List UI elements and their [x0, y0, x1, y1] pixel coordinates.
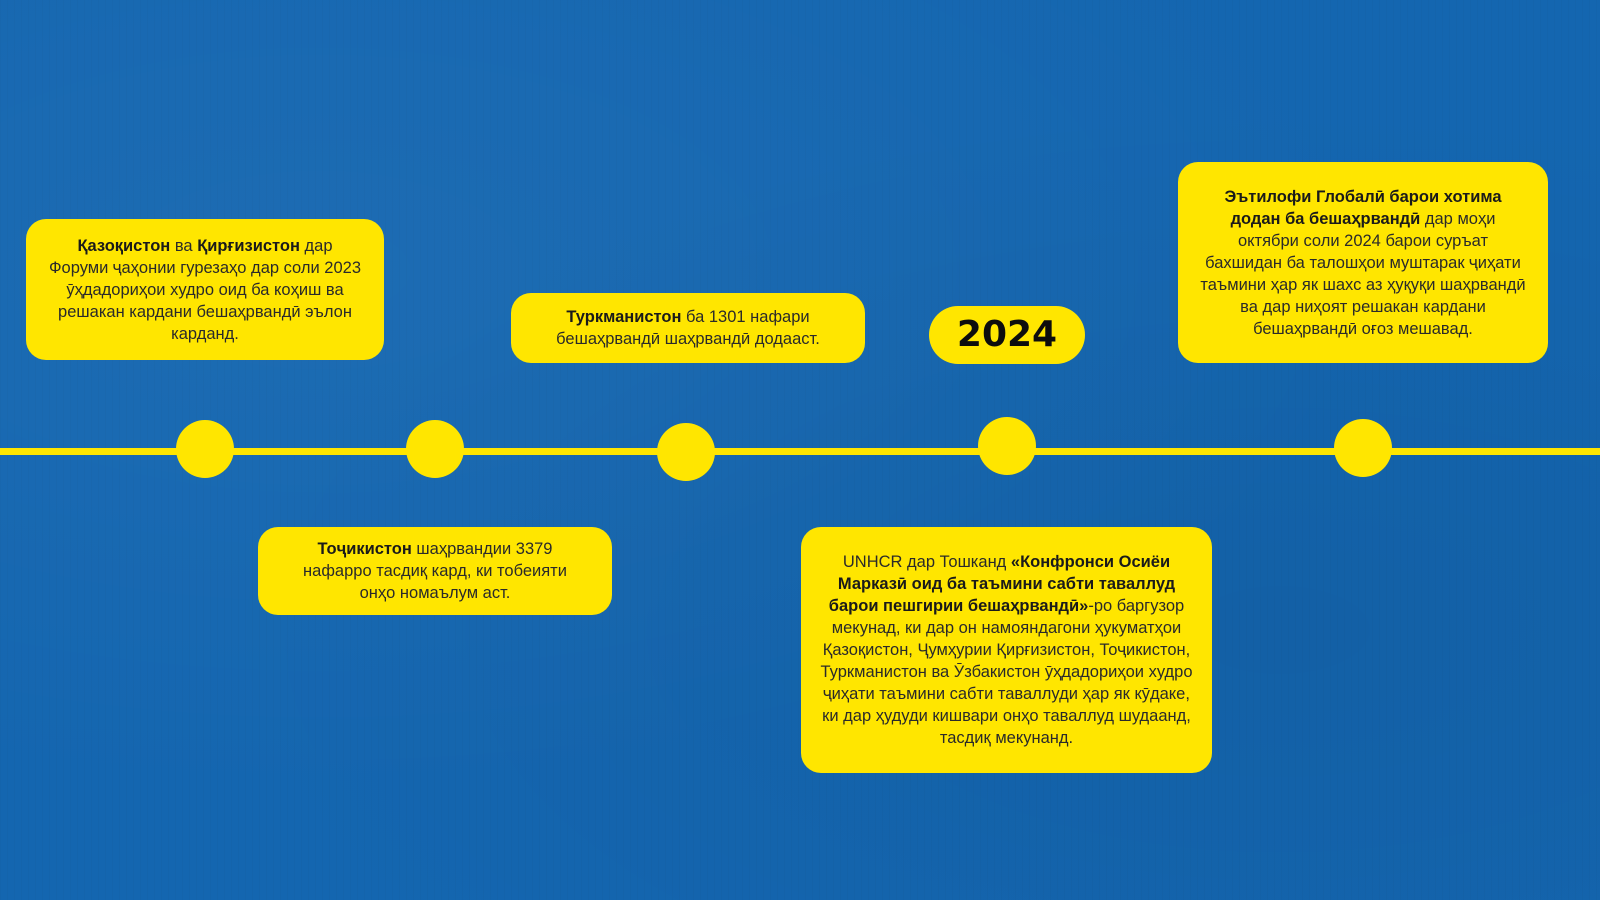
timeline-node-4: [978, 417, 1036, 475]
card-unhcr-text: [819, 551, 1194, 749]
card-turkmenistan-text: [533, 306, 843, 350]
global-alliance-bold: Эътилофи Глобалӣ барои хотима додан ба бешаҳрвандӣ: [1224, 187, 1502, 228]
timeline-node-5: [1334, 419, 1392, 477]
unhcr-conference-title: «Конфронси Осиёи Марказӣ оид ба таъмини сабти таваллуд барои пешгирии бешаҳрвандӣ»: [828, 553, 1176, 615]
card-tajikistan: [258, 527, 612, 615]
timeline-node-3: [657, 423, 715, 481]
global-alliance-body: дар моҳи октябри соли 2024 барои суръат бахшидан ба талошҳои муштарак ҷиҳати таъмини ҳар як шахс аз ҳуқуқи шаҳрвандӣ ва дар ниҳоят решакан кардани бешаҳрвандӣ оғоз мешавад.: [1200, 209, 1526, 338]
card-kazakhstan-kyrgyzstan: [26, 219, 384, 360]
card-tajikistan-text: [284, 538, 586, 604]
card-global-alliance-text: [1200, 186, 1526, 340]
card-kazakhstan-text: [48, 235, 362, 345]
card-unhcr-conference: [801, 527, 1212, 773]
kazakhstan-bold: Қазоқистон: [77, 236, 171, 255]
timeline-node-1: [176, 420, 234, 478]
unhcr-body: -ро баргузор мекунад, ки дар он намояндагони ҳукуматҳои Қазоқистон, Ҷумҳурии Қирғизистон, Тоҷикистон, Туркманистон ва Ӯзбакистон ӯҳдадориҳои худро ҷиҳати таъмини сабти таваллуди ҳар як кӯдаке, ки дар ҳудуди кишвари онҳо таваллуд шудаанд, тасдиқ мекунанд.: [820, 597, 1193, 747]
tajikistan-body: шаҳрвандии 3379 нафарро тасдиқ кард, ки тобеияти онҳо номаълум аст.: [303, 540, 567, 602]
tajikistan-bold: Тоҷикистон: [317, 540, 412, 558]
turkmenistan-bold: Туркманистон: [566, 308, 682, 326]
unhcr-intro: UNHCR дар Тошканд: [842, 553, 1011, 571]
kazakhstan-connector: ва: [170, 236, 198, 255]
year-badge: 2024: [929, 306, 1085, 364]
kazakhstan-body: дар Форуми ҷаҳонии гурезаҳо дар соли 2023 ӯҳдадориҳои худро оид ба коҳиш ва решакан кардани бешаҳрвандӣ эълон карданд.: [48, 236, 362, 343]
card-global-alliance: [1178, 162, 1548, 363]
kyrgyzstan-bold: Қирғизистон: [197, 236, 300, 255]
timeline-node-2: [406, 420, 464, 478]
turkmenistan-body: ба 1301 нафари бешаҳрвандӣ шаҳрвандӣ додааст.: [556, 308, 820, 348]
card-turkmenistan: [511, 293, 865, 363]
